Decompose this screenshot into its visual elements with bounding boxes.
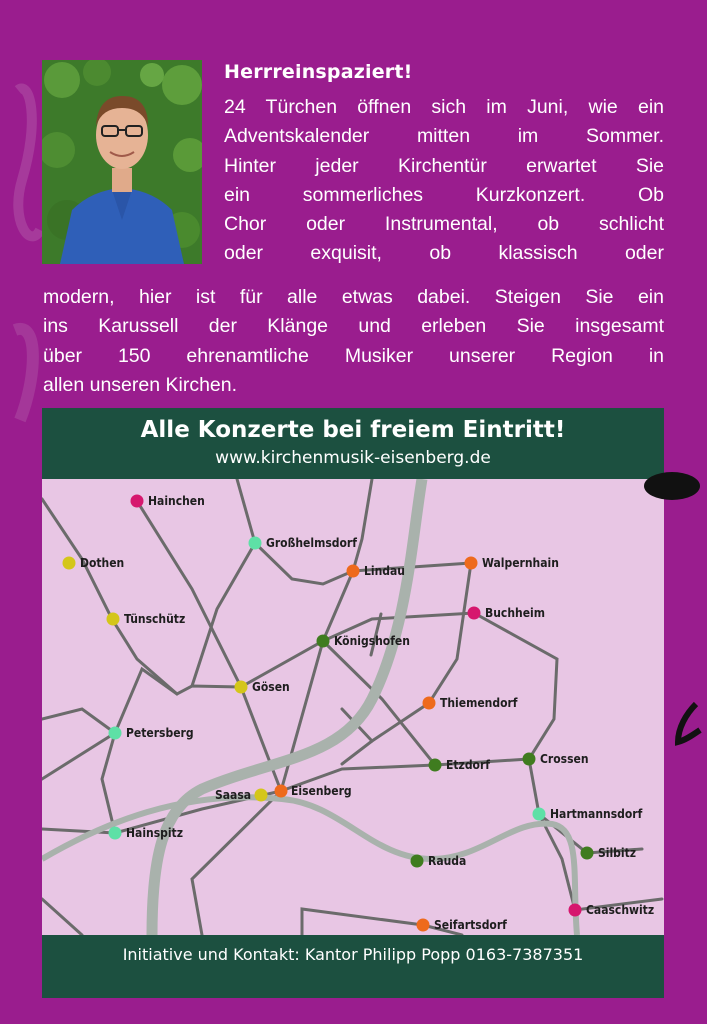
church-map: [42, 479, 664, 935]
contact-banner: [42, 935, 664, 998]
place-marker[interactable]: [317, 635, 330, 648]
website-link[interactable]: www.kirchenmusik-eisenberg.de: [215, 448, 491, 468]
place-label: Caaschwitz: [586, 903, 655, 917]
place-label: Großhelmsdorf: [266, 536, 357, 550]
place-label: Eisenberg: [291, 784, 352, 798]
place-marker[interactable]: [523, 753, 536, 766]
place-marker[interactable]: [107, 613, 120, 626]
road: [192, 791, 281, 935]
place-label: Rauda: [428, 854, 467, 868]
place-marker[interactable]: [468, 607, 481, 620]
text-line: Chor oder Instrumental, ob schlicht: [224, 213, 664, 236]
decorative-blob: [640, 470, 700, 502]
place-label: Hainchen: [148, 494, 205, 508]
text-line: Hinter jeder Kirchentür erwartet Sie: [224, 154, 664, 177]
road: [237, 479, 353, 584]
road: [42, 499, 241, 694]
place-marker[interactable]: [533, 808, 546, 821]
place-label: Silbitz: [598, 846, 637, 860]
place-label: Thiemendorf: [440, 696, 518, 710]
place-marker[interactable]: [429, 759, 442, 772]
place-label: Buchheim: [485, 606, 545, 620]
place-label: Lindau: [364, 564, 405, 578]
place-marker[interactable]: [275, 785, 288, 798]
contact-info: Initiative und Kontakt: Kantor Philipp Popp 0163-7387351: [122, 945, 584, 964]
decorative-note-stroke: [672, 700, 702, 750]
place-label: Hainspitz: [126, 826, 183, 840]
intro-paragraph-top: [224, 93, 664, 269]
road: [102, 733, 115, 833]
place-marker[interactable]: [131, 495, 144, 508]
place-marker[interactable]: [423, 697, 436, 710]
banner-title: Alle Konzerte bei freiem Eintritt!: [140, 417, 566, 443]
text-line: modern, hier ist für alle etwas dabei. Steigen Sie ein: [43, 286, 664, 308]
place-marker[interactable]: [235, 681, 248, 694]
place-label: Crossen: [540, 752, 589, 766]
place-label: Gösen: [252, 680, 290, 694]
text-line: ein sommerliches Kurzkonzert. Ob: [224, 183, 664, 206]
text-line: Adventskalender mitten im Sommer.: [224, 125, 664, 148]
intro-paragraph-bottom: [43, 283, 664, 400]
place-label: Petersberg: [126, 726, 194, 740]
road: [323, 641, 435, 765]
text-line: oder exquisit, ob klassisch oder: [224, 242, 664, 265]
place-marker[interactable]: [581, 847, 594, 860]
free-entry-banner: [42, 408, 664, 479]
portrait-photo: [42, 60, 202, 264]
road: [42, 669, 177, 733]
text-line: ins Karussell der Klänge und erleben Sie insgesamt: [43, 315, 664, 338]
place-marker[interactable]: [569, 904, 582, 917]
text-line: allen unseren Kirchen.: [43, 373, 238, 396]
place-marker[interactable]: [255, 789, 268, 802]
place-marker[interactable]: [109, 727, 122, 740]
road: [529, 759, 642, 853]
heading: Herrreinspaziert!: [224, 61, 413, 83]
text-line: 24 Türchen öffnen sich im Juni, wie ein: [224, 96, 664, 118]
place-marker[interactable]: [465, 557, 478, 570]
text-line: über 150 ehrenamtliche Musiker unserer Region in: [43, 344, 664, 367]
place-label: Königshofen: [334, 634, 410, 648]
place-label: Etzdorf: [446, 758, 490, 772]
place-marker[interactable]: [411, 855, 424, 868]
place-label: Saasa: [215, 788, 252, 802]
road: [192, 543, 255, 686]
place-label: Tünschütz: [124, 612, 186, 626]
concert-map-panel: [42, 408, 664, 998]
place-marker[interactable]: [347, 565, 360, 578]
rail-line: [42, 797, 577, 935]
place-marker[interactable]: [63, 557, 76, 570]
place-label: Hartmannsdorf: [550, 807, 643, 821]
place-label: Seifartsdorf: [434, 918, 507, 932]
place-label: Walpernhain: [482, 556, 559, 570]
place-label: Dothen: [80, 556, 125, 570]
place-marker[interactable]: [109, 827, 122, 840]
place-marker[interactable]: [249, 537, 262, 550]
